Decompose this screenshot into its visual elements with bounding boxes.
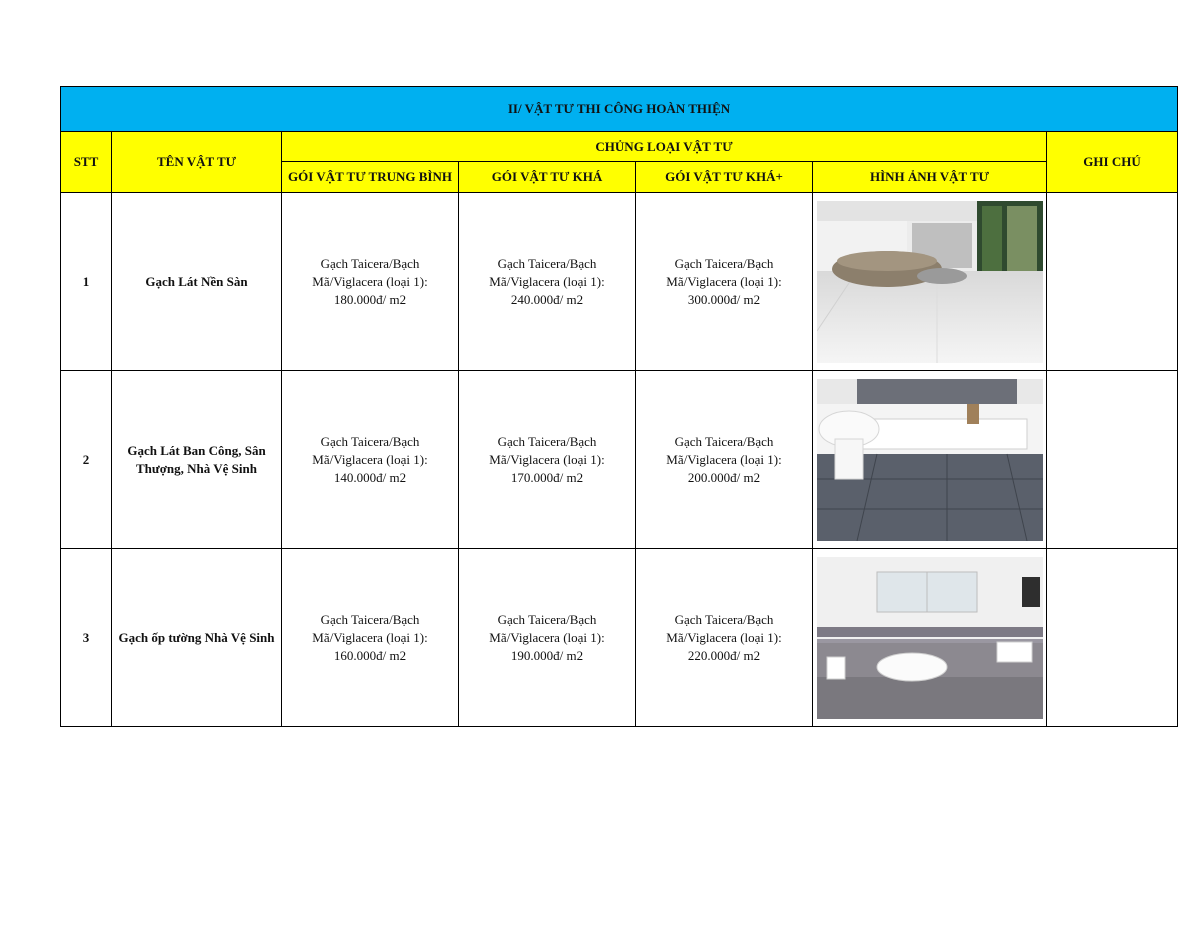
price-good: Gạch Taicera/Bạch Mã/Viglacera (loại 1): 170.000đ/ m2 xyxy=(459,371,636,549)
row-material-name: Gạch Lát Nền Sàn xyxy=(112,193,282,371)
header-material-image: HÌNH ẢNH VẬT TƯ xyxy=(813,162,1047,193)
price-good: Gạch Taicera/Bạch Mã/Viglacera (loại 1): 190.000đ/ m2 xyxy=(459,549,636,727)
price-good-plus: Gạch Taicera/Bạch Mã/Viglacera (loại 1): 200.000đ/ m2 xyxy=(636,371,813,549)
header-material-group: CHỦNG LOẠI VẬT TƯ xyxy=(282,132,1047,162)
price-average: Gạch Taicera/Bạch Mã/Viglacera (loại 1): 140.000đ/ m2 xyxy=(282,371,459,549)
header-package-average: GÓI VẬT TƯ TRUNG BÌNH xyxy=(282,162,459,193)
row-stt: 2 xyxy=(61,371,112,549)
price-good: Gạch Taicera/Bạch Mã/Viglacera (loại 1): 240.000đ/ m2 xyxy=(459,193,636,371)
row-stt: 1 xyxy=(61,193,112,371)
row-material-name: Gạch Lát Ban Công, Sân Thượng, Nhà Vệ Sinh xyxy=(112,371,282,549)
header-note: GHI CHÚ xyxy=(1047,132,1178,193)
table-title: II/ VẬT TƯ THI CÔNG HOÀN THIỆN xyxy=(61,87,1178,132)
bathroom-floor-tile-photo xyxy=(817,379,1043,541)
row-stt: 3 xyxy=(61,549,112,727)
table-row xyxy=(61,371,1178,549)
materials-table xyxy=(60,86,1178,727)
price-average: Gạch Taicera/Bạch Mã/Viglacera (loại 1): 180.000đ/ m2 xyxy=(282,193,459,371)
price-good-plus: Gạch Taicera/Bạch Mã/Viglacera (loại 1): 220.000đ/ m2 xyxy=(636,549,813,727)
row-material-name: Gạch ốp tường Nhà Vệ Sinh xyxy=(112,549,282,727)
row-note xyxy=(1047,193,1178,371)
row-note xyxy=(1047,549,1178,727)
price-good-plus: Gạch Taicera/Bạch Mã/Viglacera (loại 1): 300.000đ/ m2 xyxy=(636,193,813,371)
header-name: TÊN VẬT TƯ xyxy=(112,132,282,193)
header-package-good-plus: GÓI VẬT TƯ KHÁ+ xyxy=(636,162,813,193)
table-row xyxy=(61,549,1178,727)
bathroom-wall-tile-photo xyxy=(817,557,1043,719)
row-note xyxy=(1047,371,1178,549)
price-average: Gạch Taicera/Bạch Mã/Viglacera (loại 1): 160.000đ/ m2 xyxy=(282,549,459,727)
living-room-floor-tile-photo xyxy=(817,201,1043,363)
header-stt: STT xyxy=(61,132,112,193)
header-package-good: GÓI VẬT TƯ KHÁ xyxy=(459,162,636,193)
table-row xyxy=(61,193,1178,371)
